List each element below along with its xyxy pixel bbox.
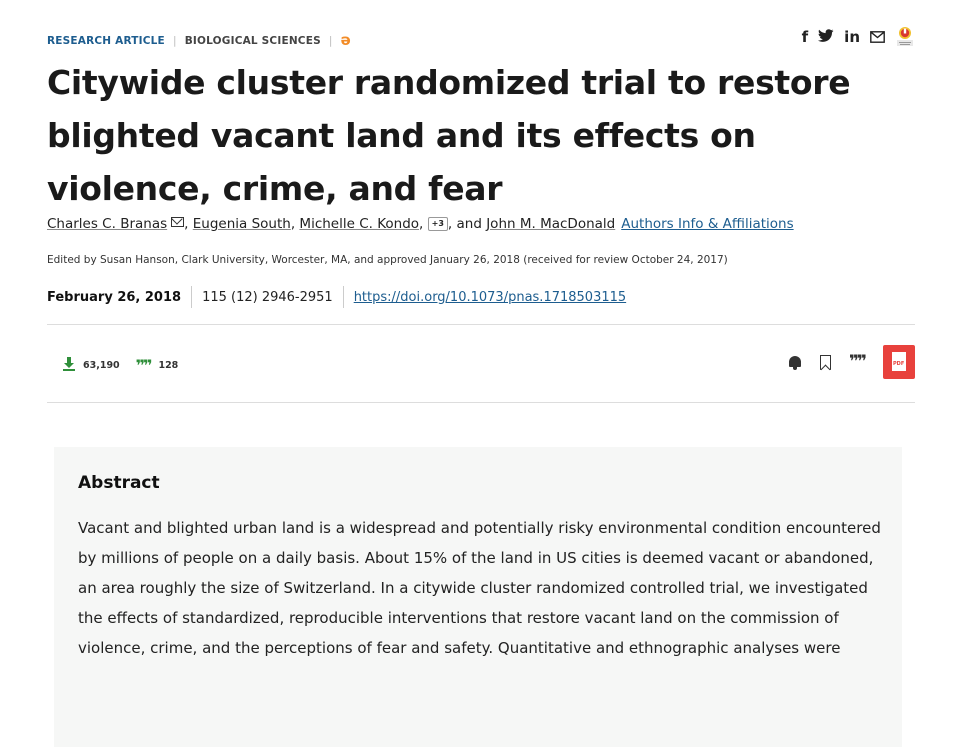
abstract-section bbox=[54, 447, 902, 747]
pdf-label: PDF bbox=[893, 361, 905, 367]
article-metrics bbox=[63, 356, 178, 375]
cite-icon[interactable]: ❞❞ bbox=[849, 352, 865, 372]
abstract-text: Vacant and blighted urban land is a widespread and potentially risky environmental condition encountered by millions of people on a daily basis. About 15% of the land in US cities is deemed vacant or abandoned, an area roughly the size of Switzerland. In a citywide cluster randomized controlled trial, we investigated the effects of standardized, reproducible interventions that restore vacant land on the commission of violence, crime, and the perceptions of fear and safety. Quantitative and ethnographic analyses were bbox=[78, 519, 881, 657]
citations-count[interactable]: 128 bbox=[158, 360, 179, 371]
publication-date: February 26, 2018 bbox=[47, 289, 182, 305]
subject-link[interactable]: BIOLOGICAL SCIENCES bbox=[184, 35, 321, 47]
facebook-icon[interactable]: f bbox=[801, 28, 809, 46]
author-link[interactable]: Charles C. Branas bbox=[47, 216, 168, 232]
citations-icon[interactable]: ❞❞ bbox=[135, 356, 151, 375]
divider bbox=[343, 286, 344, 308]
breadcrumb-separator: | bbox=[172, 35, 177, 47]
pdf-button[interactable] bbox=[883, 345, 915, 379]
breadcrumb bbox=[47, 30, 351, 48]
open-access-icon: ə bbox=[340, 31, 351, 49]
download-icon[interactable] bbox=[63, 357, 75, 374]
twitter-icon[interactable] bbox=[818, 28, 834, 47]
bookmark-icon[interactable] bbox=[820, 355, 831, 370]
author-list: Charles C. Branas , Eugenia South, Michelle C. Kondo, +3 , and John M. MacDonald Authors Info & Affiliations bbox=[47, 216, 794, 232]
doi-link[interactable]: https://doi.org/10.1073/pnas.1718503115 bbox=[353, 289, 627, 305]
email-icon[interactable] bbox=[171, 217, 184, 227]
affiliations-link[interactable]: Authors Info & Affiliations bbox=[621, 216, 794, 232]
abstract-heading: Abstract bbox=[78, 473, 160, 493]
divider bbox=[191, 286, 192, 308]
article-type[interactable]: RESEARCH ARTICLE bbox=[47, 35, 165, 47]
meta-row bbox=[47, 26, 915, 48]
downloads-count[interactable]: 63,190 bbox=[83, 360, 120, 371]
bell-icon[interactable] bbox=[788, 354, 802, 370]
publication-info bbox=[47, 286, 626, 308]
breadcrumb-separator: | bbox=[328, 35, 333, 47]
crossmark-icon[interactable] bbox=[895, 26, 915, 48]
volume-citation: 115 (12) 2946-2951 bbox=[202, 289, 333, 305]
divider bbox=[47, 402, 915, 403]
author-link[interactable]: John M. MacDonald bbox=[486, 216, 616, 232]
author-link[interactable]: Eugenia South bbox=[192, 216, 291, 232]
author-link[interactable]: Michelle C. Kondo bbox=[299, 216, 420, 232]
article-title: Citywide cluster randomized trial to restore blighted vacant land and its effects on violence, crime, and fear bbox=[47, 63, 851, 208]
edited-by-note: Edited by Susan Hanson, Clark University, Worcester, MA, and approved January 26, 2018 (received for review October 24, 2017) bbox=[47, 254, 728, 266]
article-tools bbox=[788, 345, 915, 379]
email-share-icon[interactable] bbox=[870, 28, 885, 47]
more-authors-button[interactable]: +3 bbox=[428, 217, 448, 231]
linkedin-icon[interactable]: in bbox=[844, 28, 860, 46]
author-joiner: , and bbox=[447, 216, 482, 232]
divider bbox=[47, 324, 915, 325]
share-bar bbox=[802, 26, 915, 48]
